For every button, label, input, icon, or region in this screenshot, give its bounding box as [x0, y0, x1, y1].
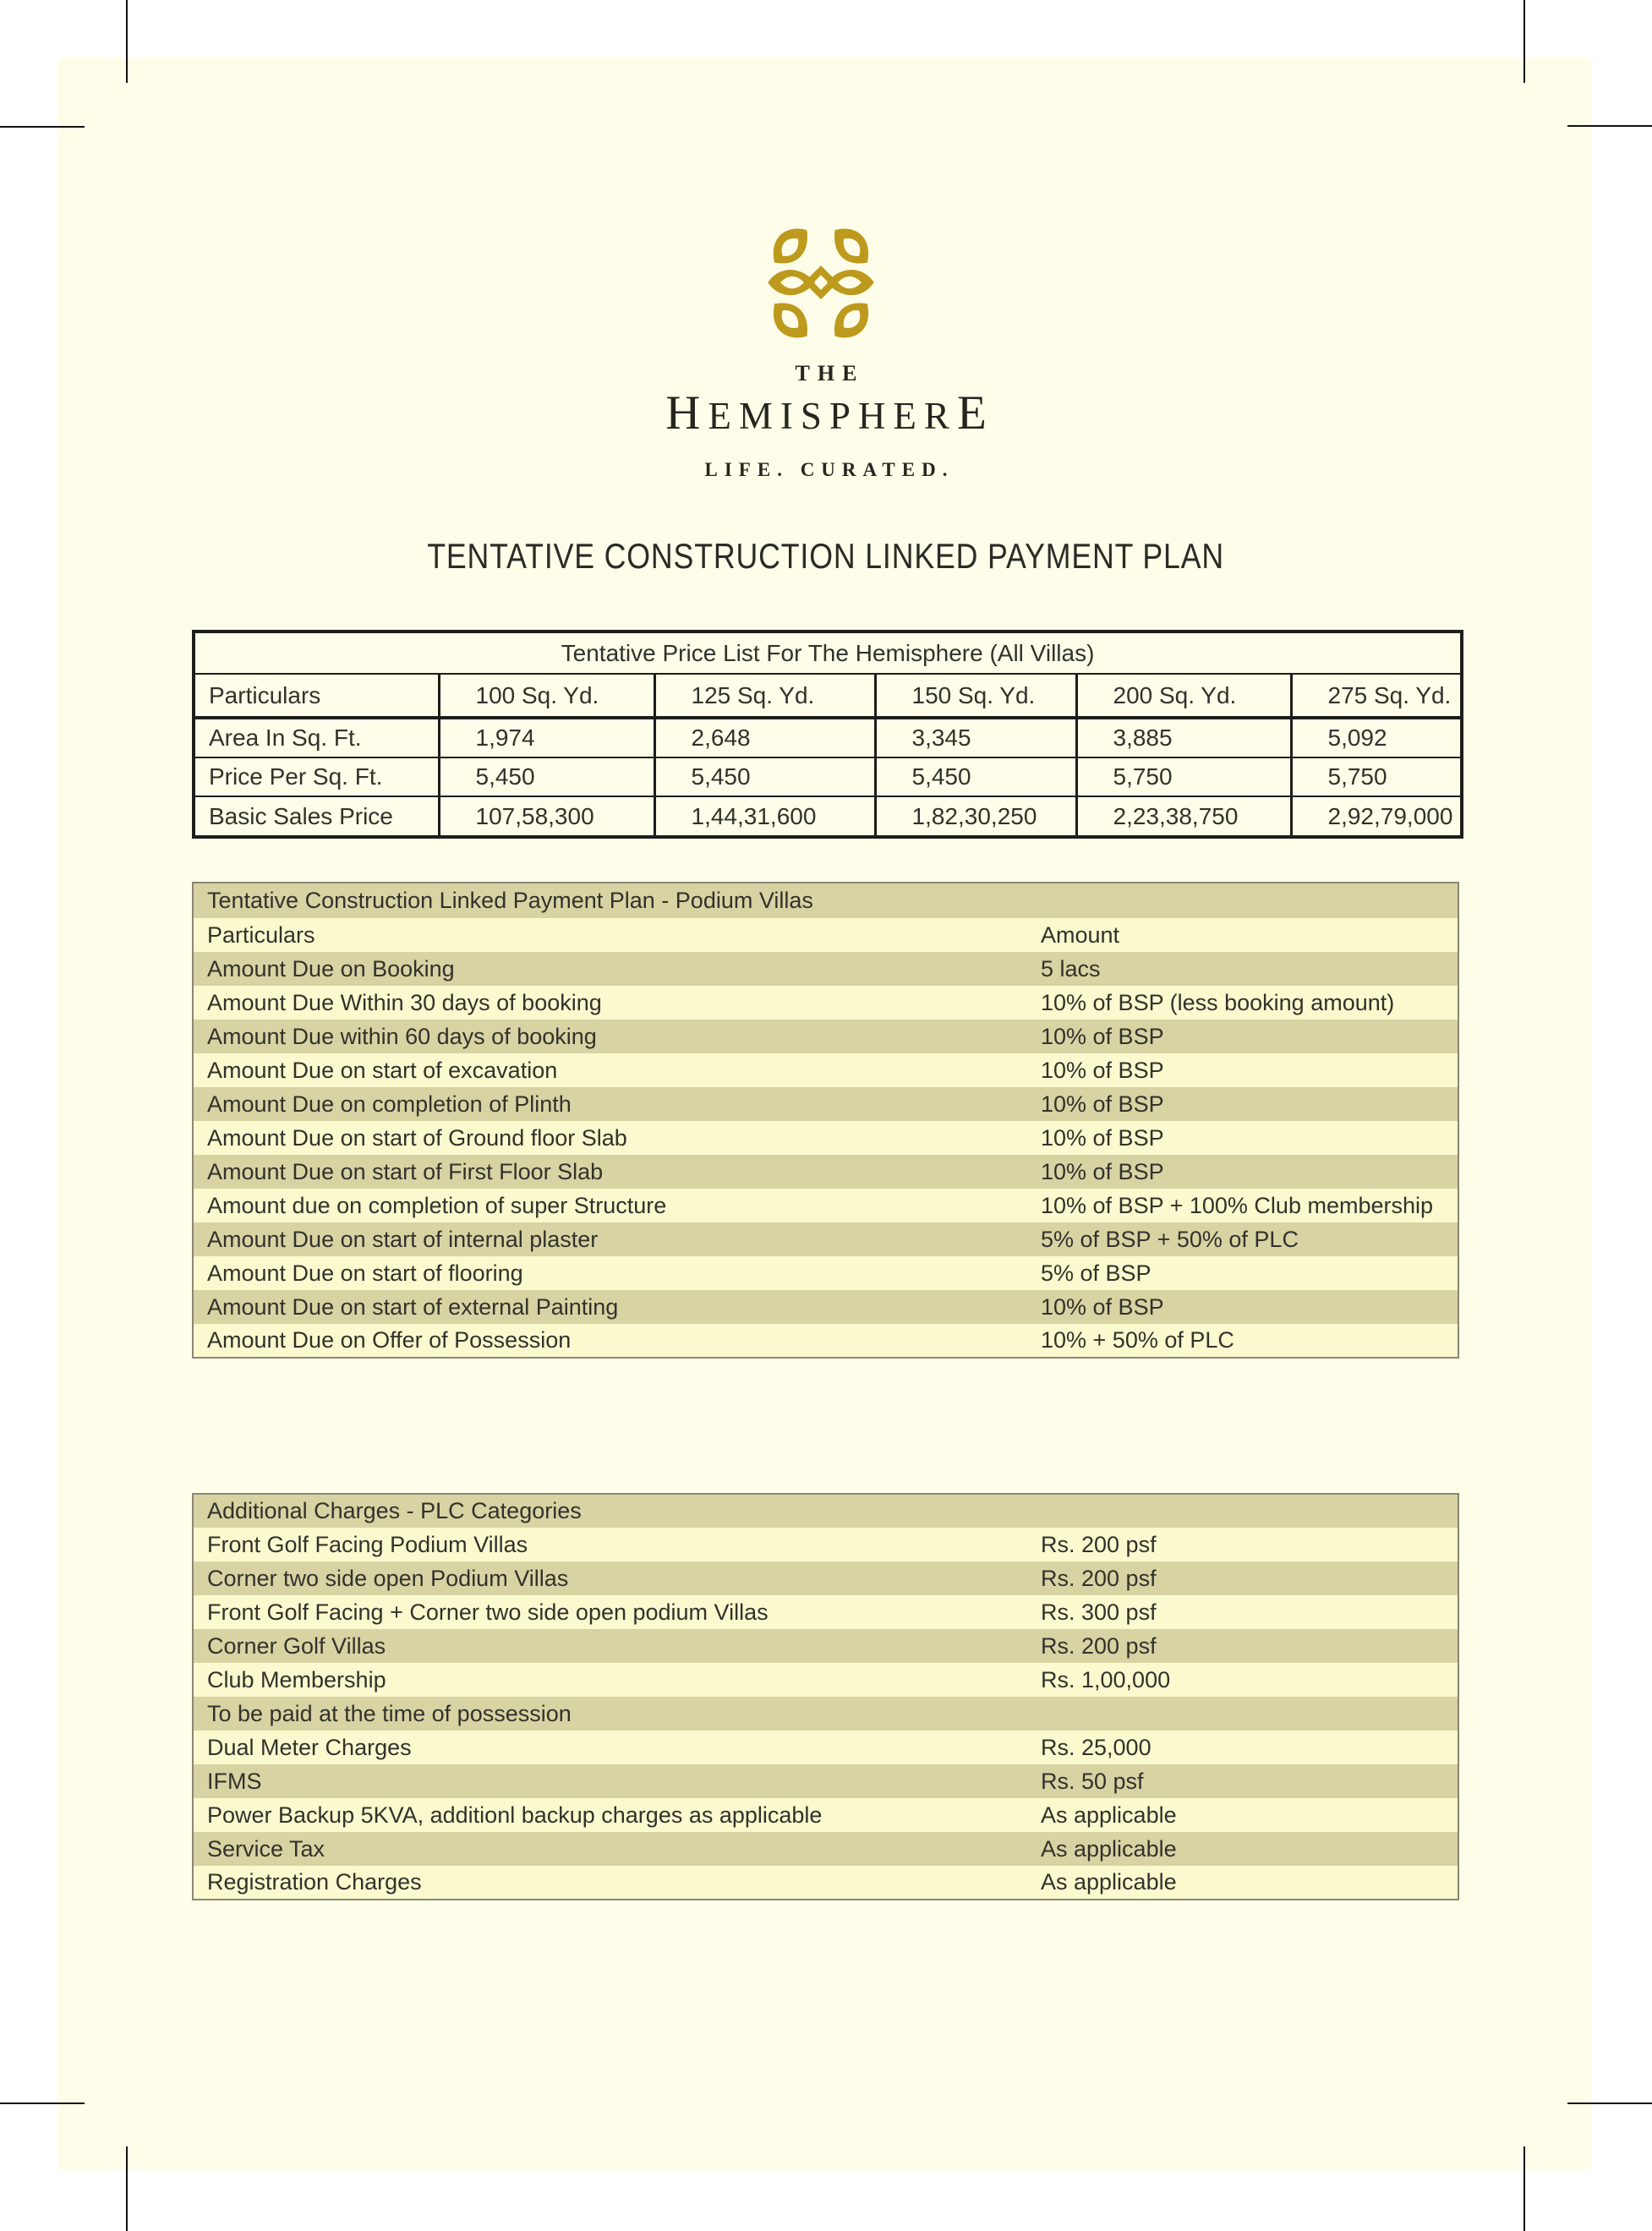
particulars-cell: Particulars	[207, 921, 315, 948]
amount-cell	[1041, 1697, 1458, 1731]
row-label-cell: Area In Sq. Ft.	[194, 718, 439, 757]
crop-mark-bottom-left-horizontal	[0, 2102, 85, 2104]
table-cell: 2,648	[654, 718, 875, 757]
payment-plan-title: Tentative Construction Linked Payment Plan - Podium Villas	[207, 888, 813, 913]
table-cell: 2,23,38,750	[1076, 796, 1291, 837]
particulars-cell: Amount Due on start of excavation	[207, 1057, 558, 1083]
amount-cell: Rs. 300 psf	[1041, 1599, 1157, 1625]
amount-cell: Rs. 1,00,000	[1041, 1666, 1171, 1692]
additional-charges-title-row	[193, 1494, 1458, 1528]
table-cell: 5,450	[439, 757, 654, 796]
particulars-cell: Amount Due on start of First Floor Slab	[207, 1158, 604, 1184]
table-row	[193, 1832, 1458, 1866]
row-label-cell: Basic Sales Price	[194, 796, 439, 837]
table-row	[193, 918, 1458, 952]
table-cell: 1,82,30,250	[875, 796, 1076, 837]
table-row	[193, 1595, 1458, 1629]
particulars-cell: Power Backup 5KVA, additionl backup charges as applicable	[207, 1802, 823, 1828]
particulars-cell: Front Golf Facing + Corner two side open podium Villas	[207, 1599, 769, 1625]
crop-mark-bottom-left-vertical	[126, 2146, 128, 2231]
price-table-header-row	[194, 674, 1462, 718]
column-header: 100 Sq. Yd.	[439, 674, 654, 718]
table-row	[193, 1663, 1458, 1697]
particulars-cell: Amount Due on completion of Plinth	[207, 1091, 572, 1117]
particulars-cell: Amount Due on start of Ground floor Slab	[207, 1124, 627, 1151]
table-row	[193, 1731, 1458, 1764]
table-row	[193, 1866, 1458, 1900]
amount-cell: 5% of BSP	[1041, 1260, 1151, 1286]
table-row	[193, 1798, 1458, 1832]
table-row	[193, 1528, 1458, 1561]
price-table-title: Tentative Price List For The Hemisphere (All Villas)	[194, 632, 1462, 674]
amount-cell: Rs. 25,000	[1041, 1734, 1151, 1760]
table-row	[193, 1256, 1458, 1290]
payment-plan-table	[192, 882, 1459, 1359]
page-title: TENTATIVE CONSTRUCTION LINKED PAYMENT PLAN	[427, 536, 1225, 576]
amount-cell: 10% of BSP	[1041, 1158, 1164, 1184]
particulars-cell: Corner two side open Podium Villas	[207, 1565, 569, 1591]
amount-cell: Rs. 200 psf	[1041, 1565, 1157, 1591]
particulars-cell: Amount Due within 60 days of booking	[207, 1023, 597, 1049]
amount-cell: Amount	[1041, 921, 1120, 948]
table-cell: 107,58,300	[439, 796, 654, 837]
crop-mark-top-right-vertical	[1523, 0, 1525, 83]
price-table-title-row	[194, 632, 1462, 674]
table-row	[193, 986, 1458, 1020]
table-row	[193, 1087, 1458, 1121]
brand-name-last-letter: E	[956, 386, 994, 440]
table-row	[193, 952, 1458, 986]
amount-cell: Rs. 50 psf	[1041, 1768, 1144, 1794]
particulars-cell: Amount Due on Offer of Possession	[207, 1327, 572, 1353]
column-header: 150 Sq. Yd.	[875, 674, 1076, 718]
table-row	[193, 1561, 1458, 1595]
column-header: 125 Sq. Yd.	[654, 674, 875, 718]
amount-cell: Rs. 200 psf	[1041, 1632, 1157, 1659]
particulars-cell: Corner Golf Villas	[207, 1632, 386, 1659]
amount-cell: 10% of BSP	[1041, 1057, 1164, 1083]
price-table	[192, 630, 1463, 839]
amount-cell: 10% of BSP	[1041, 1091, 1164, 1117]
particulars-cell: Amount Due on start of flooring	[207, 1260, 523, 1286]
particulars-cell: Service Tax	[207, 1835, 325, 1862]
table-row	[193, 1053, 1458, 1087]
table-row	[193, 1324, 1458, 1358]
table-row	[193, 1222, 1458, 1256]
additional-charges-table	[192, 1493, 1459, 1900]
table-cell: 5,450	[875, 757, 1076, 796]
table-row	[193, 1764, 1458, 1798]
crop-mark-top-right-horizontal	[1567, 125, 1652, 127]
table-cell: 5,450	[654, 757, 875, 796]
brand-the: THE	[795, 361, 865, 386]
particulars-cell: Amount Due on start of internal plaster	[207, 1226, 599, 1252]
additional-charges-title: Additional Charges - PLC Categories	[207, 1498, 582, 1523]
particulars-cell: Amount Due on Booking	[207, 955, 455, 982]
table-row	[193, 1020, 1458, 1053]
column-header: Particulars	[194, 674, 439, 718]
table-cell: 3,345	[875, 718, 1076, 757]
table-row	[194, 757, 1462, 796]
amount-cell: 10% of BSP	[1041, 1124, 1164, 1151]
table-row	[194, 796, 1462, 837]
amount-cell: Rs. 200 psf	[1041, 1531, 1157, 1557]
crop-mark-top-left-horizontal	[0, 126, 85, 128]
crop-mark-bottom-right-vertical	[1523, 2146, 1525, 2231]
table-row	[193, 1189, 1458, 1222]
amount-cell: 5 lacs	[1041, 955, 1101, 982]
table-cell: 2,92,79,000	[1291, 796, 1462, 837]
table-cell: 5,750	[1291, 757, 1462, 796]
particulars-cell: Registration Charges	[207, 1869, 422, 1895]
brand-name-middle: EMISPHER	[708, 395, 957, 437]
table-row	[193, 1121, 1458, 1155]
table-row	[193, 1697, 1458, 1731]
brand-tagline: LIFE. CURATED.	[704, 459, 955, 480]
table-cell: 1,44,31,600	[654, 796, 875, 837]
crop-mark-top-left-vertical	[126, 0, 128, 83]
payment-plan-title-row	[193, 883, 1458, 918]
amount-cell: As applicable	[1041, 1835, 1177, 1862]
brand-name	[0, 386, 1652, 450]
column-header: 200 Sq. Yd.	[1076, 674, 1291, 718]
amount-cell: 10% of BSP	[1041, 1293, 1164, 1320]
amount-cell: 5% of BSP + 50% of PLC	[1041, 1226, 1299, 1252]
table-cell: 1,974	[439, 718, 654, 757]
table-row	[194, 718, 1462, 757]
particulars-cell: Amount Due Within 30 days of booking	[207, 989, 602, 1015]
row-label-cell: Price Per Sq. Ft.	[194, 757, 439, 796]
table-row	[193, 1290, 1458, 1324]
table-cell: 5,092	[1291, 718, 1462, 757]
table-cell: 5,750	[1076, 757, 1291, 796]
particulars-cell: Amount Due on start of external Painting	[207, 1293, 619, 1320]
amount-cell: 10% of BSP (less booking amount)	[1041, 989, 1395, 1015]
amount-cell: 10% of BSP	[1041, 1023, 1164, 1049]
amount-cell: 10% of BSP + 100% Club membership	[1041, 1192, 1434, 1218]
hemisphere-logo-icon	[758, 223, 883, 343]
table-cell: 3,885	[1076, 718, 1291, 757]
brand-name-first-letter: H	[665, 386, 708, 440]
particulars-cell: To be paid at the time of possession	[207, 1700, 572, 1726]
particulars-cell: Club Membership	[207, 1666, 386, 1692]
particulars-cell: Front Golf Facing Podium Villas	[207, 1531, 528, 1557]
particulars-cell: IFMS	[207, 1768, 262, 1794]
table-row	[193, 1629, 1458, 1663]
particulars-cell: Amount due on completion of super Structure	[207, 1192, 667, 1218]
amount-cell: 10% + 50% of PLC	[1041, 1327, 1234, 1353]
table-row	[193, 1155, 1458, 1189]
column-header: 275 Sq. Yd.	[1291, 674, 1462, 718]
crop-mark-bottom-right-horizontal	[1567, 2102, 1652, 2104]
amount-cell: As applicable	[1041, 1802, 1177, 1828]
amount-cell: As applicable	[1041, 1869, 1177, 1895]
particulars-cell: Dual Meter Charges	[207, 1734, 412, 1760]
